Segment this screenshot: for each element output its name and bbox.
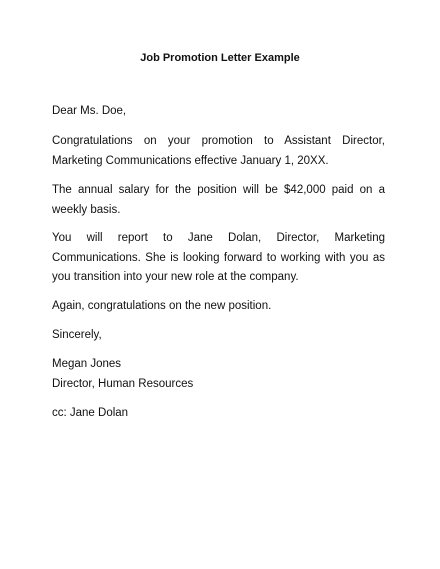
- paragraph-promotion-line-1: Congratulations on your promotion to Assistant Director,: [52, 135, 385, 147]
- paragraph-reporting: [52, 229, 385, 288]
- signature-block: [52, 355, 385, 394]
- paragraph-promotion: [52, 132, 385, 171]
- paragraph-salary-line-2: weekly basis.: [52, 203, 121, 216]
- paragraph-salary: [52, 181, 385, 220]
- paragraph-reporting-line-3: you transition into your new role at the company.: [52, 271, 299, 283]
- letter-title: Job Promotion Letter Example: [140, 52, 300, 64]
- salutation: Dear Ms. Doe,: [52, 105, 127, 117]
- paragraph-reporting-line-2: Communications. She is looking forward to working with you as: [52, 251, 385, 264]
- paragraph-salary-line-1: The annual salary for the position will be $42,000 paid on a: [52, 184, 385, 196]
- closing: Sincerely,: [52, 329, 102, 341]
- cc-line: cc: Jane Dolan: [52, 407, 129, 419]
- paragraph-promotion-line-2: Marketing Communications effective January 1, 20XX.: [52, 154, 329, 167]
- paragraph-reporting-line-1: You will report to Jane Dolan, Director, Marketing: [52, 232, 385, 244]
- signature-name: Megan Jones: [52, 358, 122, 370]
- signature-title: Director, Human Resources: [52, 377, 194, 390]
- paragraph-congratulations: Again, congratulations on the new position.: [52, 300, 272, 312]
